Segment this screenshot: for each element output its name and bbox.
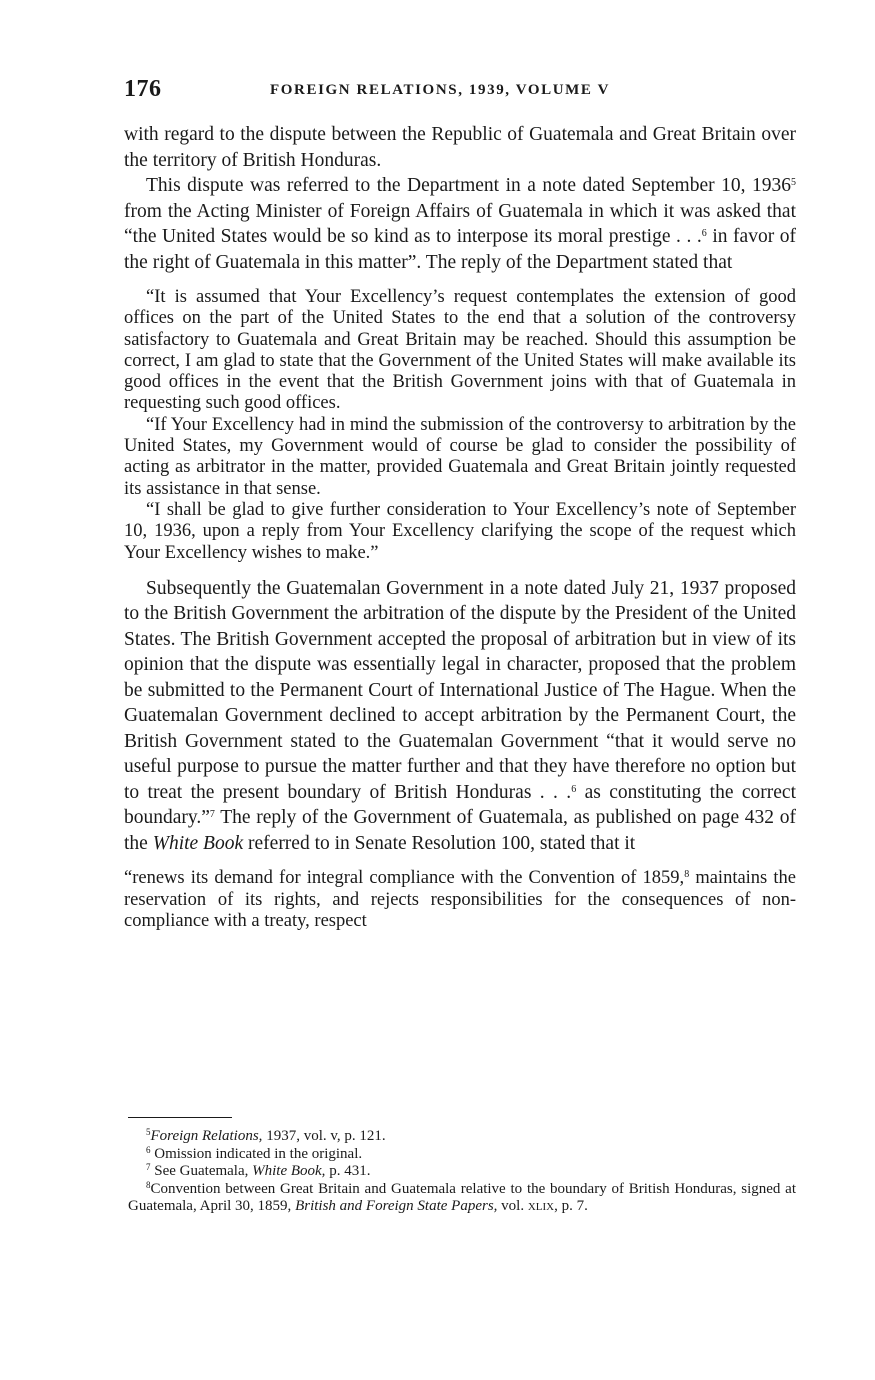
footnotes bbox=[128, 1128, 796, 1216]
footnote-ref-7: 7 bbox=[209, 809, 215, 821]
footnote-ref-6: 6 bbox=[701, 228, 707, 239]
running-head: FOREIGN RELATIONS, 1939, VOLUME V bbox=[270, 82, 611, 98]
footnote-ref-5: 5 bbox=[791, 177, 796, 188]
footnote-6: $^6$ Omission indicated in the original. bbox=[146, 1144, 363, 1162]
footnote-ref-8: 8 bbox=[684, 869, 690, 881]
quote-paragraph-renews-demand: “renews its demand for integral compliance with the Convention of 1859,$^8$ maintains the reservation of its rights, and rejects responsibilities for the consequences of non-compliance with a treaty, respect bbox=[124, 868, 796, 931]
footnote-8: $^8$Convention between Great Britain and Guatemala relative to the boundary of British Honduras, signed at Guatemala, April 30, 1859, British and Foreign State Papers, vol. xlix, p. 7. bbox=[128, 1179, 796, 1214]
paragraph-guatemalan-proposal: Subsequently the Guatemalan Government in a note dated July 21, 1937 proposed to the British Government the arbitration of the dispute by the President of the United States. The British Government accepted the proposal of arbitration but in view of its opinion that the dispute was essentially legal in character, proposed that the problem be submitted to the Permanent Court of International Justice of The Hague. When the Guatemalan Government declined to accept arbitration by the Permanent Court, the British Government stated to the Guatemalan Government “that it would serve no useful purpose to pursue the matter further and that they have therefore no option but to treat the present boundary of British Honduras . . .$^6$ as constituting the correct boundary.”$^7$ The reply of the Government of Guatemala, as published on page 432 of the White Book referred to in Senate Resolution 100, stated that it bbox=[124, 577, 796, 854]
body-text bbox=[124, 122, 796, 944]
footnote-7: $^7$ See Guatemala, White Book, p. 431. bbox=[146, 1162, 371, 1179]
footnote-divider bbox=[128, 1117, 232, 1118]
footnote-5: $^5$Foreign Relations, 1937, vol. v, p. 121. bbox=[146, 1127, 386, 1144]
block-quote-guatemala-reply bbox=[124, 868, 796, 932]
quote-paragraph-arbitration: “If Your Excellency had in mind the submission of the controversy to arbitration by the United States, my Government would of course be glad to consider the possibility of acting as arbitrator in the matter, provided Guatemala and Great Britain jointly requested its assistance in that sense. bbox=[124, 414, 796, 499]
paragraph-continuation: with regard to the dispute between the Republic of Guatemala and Great Britain over the territory of British Honduras. bbox=[124, 124, 796, 171]
quote-paragraph-further-consideration: “I shall be glad to give further consideration to Your Excellency’s note of September 10, 1936, upon a reply from Your Excellency clarifying the scope of the request which Your Excellency wishes to make.” bbox=[124, 499, 796, 563]
page-number: 176 bbox=[124, 76, 162, 102]
paragraph-dispute-referral: This dispute was referred to the Department in a note dated September 10, 1936$^5$ from the Acting Minister of Foreign Affairs of Guatemala in which it was asked that “the United States would be so kind as to interpose its moral prestige . . .$^6$ in favor of the right of Guatemala in this matter”. The reply of the Department stated that bbox=[124, 175, 796, 273]
white-book-title: White Book bbox=[152, 832, 244, 854]
page-header bbox=[124, 76, 796, 106]
footnote-ref-6b: 6 bbox=[571, 783, 577, 795]
quote-paragraph-good-offices: “It is assumed that Your Excellency’s request contemplates the extension of good offices on the part of the United States to the end that a solution of the controversy satisfactory to Guatemala and Great Britain may be reached. Should this assumption be correct, I am glad to state that the Government of the United States will make available its good offices in the event that the British Government joins with that of Guatemala in requesting such good offices. bbox=[124, 287, 796, 414]
block-quote-department-reply bbox=[124, 287, 796, 564]
